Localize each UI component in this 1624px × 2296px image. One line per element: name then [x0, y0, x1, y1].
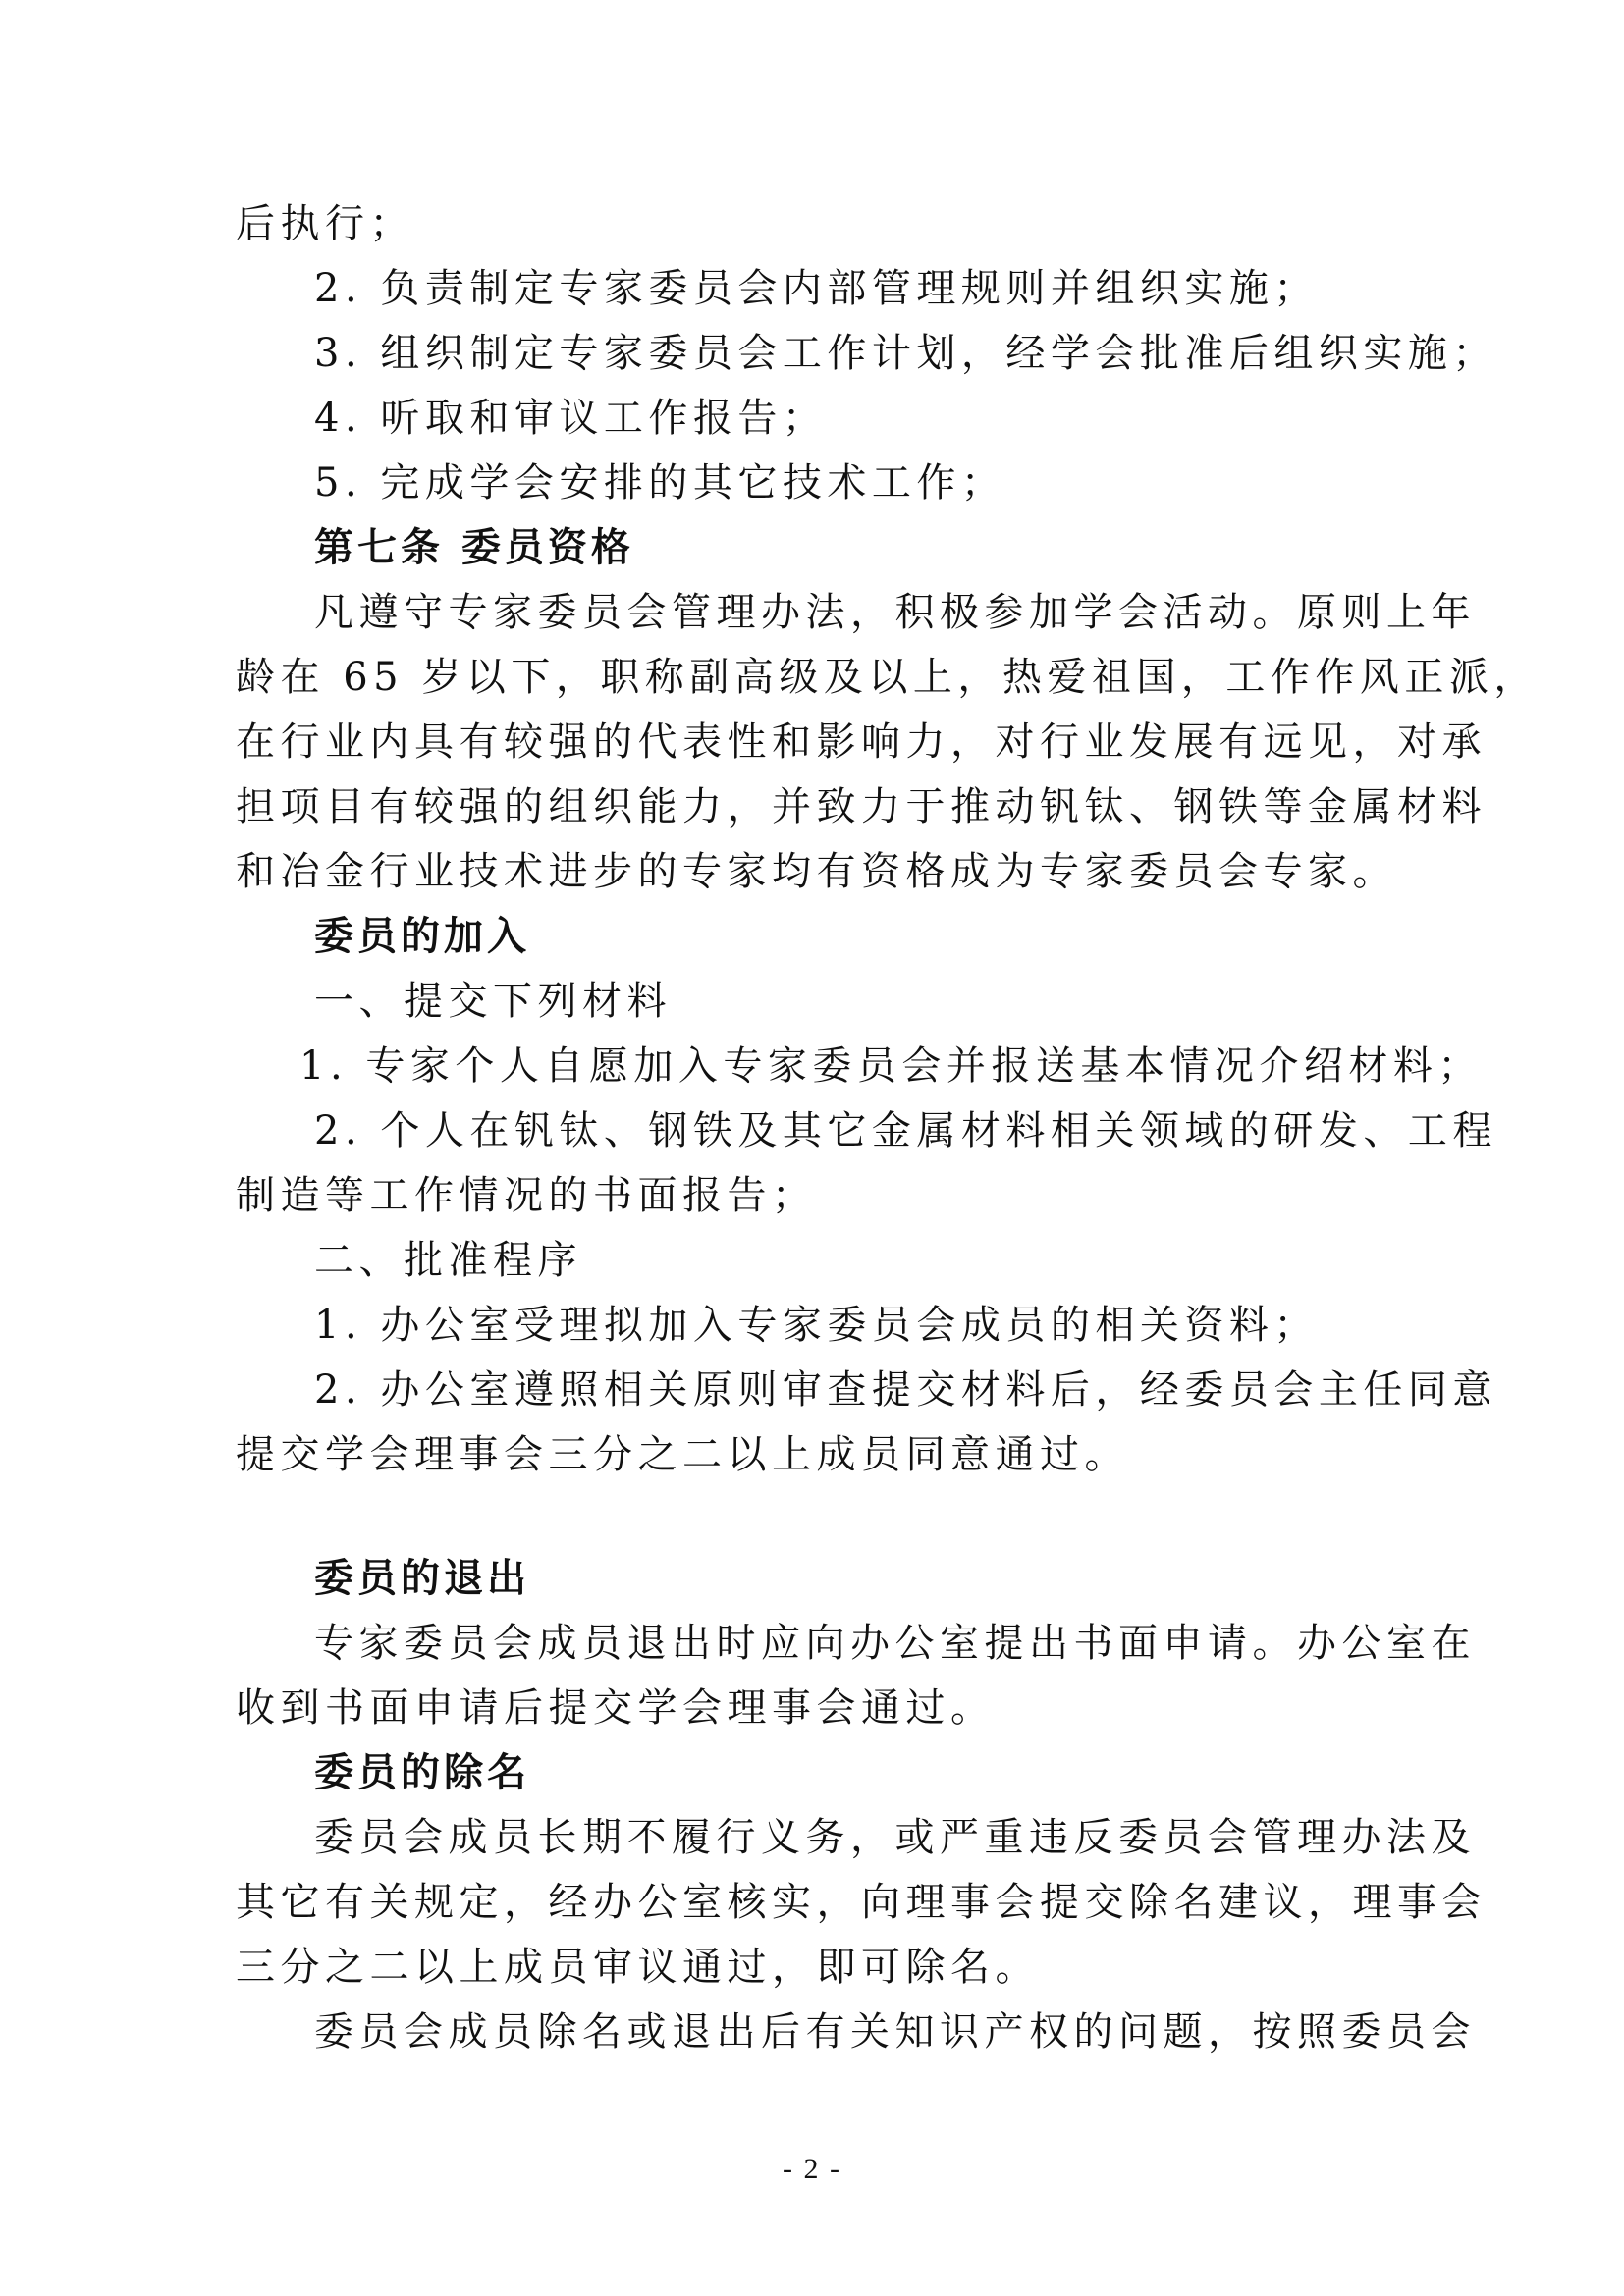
section-heading: 委员的除名	[314, 1749, 530, 1795]
document-body	[236, 191, 1539, 2064]
paragraph-line: 其它有关规定，经办公室核实，向理事会提交除名建议，理事会	[236, 1880, 1487, 1925]
section-heading: 委员的退出	[314, 1555, 530, 1601]
paragraph-line: 凡遵守专家委员会管理办法，积极参加学会活动。原则上年	[314, 590, 1476, 635]
list-item: 5. 完成学会安排的其它技术工作；	[314, 460, 1006, 506]
list-item: 3. 组织制定专家委员会工作计划，经学会批准后组织实施；	[314, 331, 1497, 376]
section-heading: 第七条 委员资格	[314, 524, 634, 570]
text-line: 后执行；	[236, 201, 414, 246]
paragraph-line: 收到书面申请后提交学会理事会通过。	[236, 1685, 996, 1731]
list-item: 1. 专家个人自愿加入专家委员会并报送基本情况介绍材料；	[299, 1043, 1483, 1089]
paragraph-line: 制造等工作情况的书面报告；	[236, 1173, 817, 1218]
subsection-heading: 一、提交下列材料	[314, 979, 672, 1024]
list-item: 4. 听取和审议工作报告；	[314, 396, 828, 441]
subsection-heading: 二、批准程序	[314, 1238, 582, 1283]
paragraph-line: 三分之二以上成员审议通过，即可除名。	[236, 1945, 1040, 1990]
list-item: 2. 负责制定专家委员会内部管理规则并组织实施；	[314, 266, 1319, 311]
paragraph-line: 委员会成员长期不履行义务，或严重违反委员会管理办法及	[314, 1815, 1476, 1860]
list-item: 1. 办公室受理拟加入专家委员会成员的相关资料；	[314, 1303, 1319, 1348]
list-item: 2. 个人在钒钛、钢铁及其它金属材料相关领域的研发、工程	[314, 1108, 1497, 1153]
paragraph-gap	[236, 1487, 1399, 1546]
list-item: 2. 办公室遵照相关原则审查提交材料后，经委员会主任同意	[314, 1367, 1497, 1413]
page-number: - 2 -	[783, 2153, 841, 2185]
paragraph-line: 担项目有较强的组织能力，并致力于推动钒钛、钢铁等金属材料	[236, 784, 1487, 829]
section-heading: 委员的加入	[314, 913, 530, 959]
paragraph-line: 专家委员会成员退出时应向办公室提出书面申请。办公室在	[314, 1621, 1476, 1666]
paragraph-line: 提交学会理事会三分之二以上成员同意通过。	[236, 1432, 1129, 1477]
paragraph-line: 和冶金行业技术进步的专家均有资格成为专家委员会专家。	[236, 849, 1397, 894]
paragraph-line: 委员会成员除名或退出后有关知识产权的问题，按照委员会	[314, 2009, 1476, 2055]
paragraph-line: 龄在 65 岁以下，职称副高级及以上，热爱祖国，工作作风正派，	[236, 655, 1539, 700]
paragraph-line: 在行业内具有较强的代表性和影响力，对行业发展有远见，对承	[236, 720, 1487, 765]
